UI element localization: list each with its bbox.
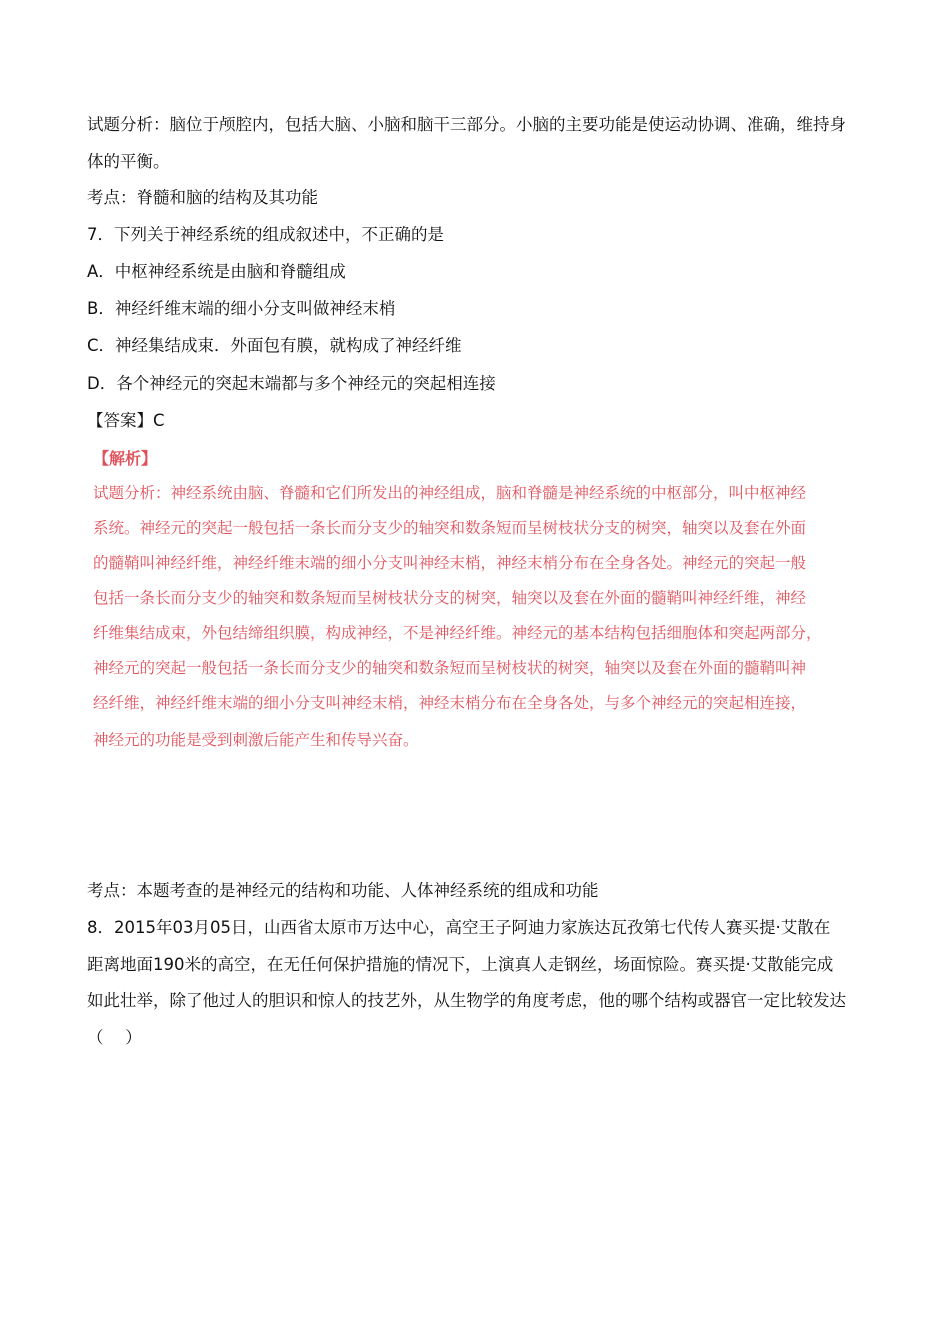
option-a: A．中枢神经系统是由脑和脊髓组成 — [87, 262, 346, 281]
question-8-line-4: （ ） — [87, 1028, 142, 1047]
analysis-line-2: 体的平衡。 — [87, 152, 170, 171]
answer: 【答案】C — [87, 411, 165, 430]
jiexi-line-1: 试题分析：神经系统由脑、脊髓和它们所发出的神经组成，脑和脊髓是神经系统的中枢部分，叫中枢神经 — [93, 484, 807, 502]
jiexi-line-5: 纤维集结成束，外包结缔组织膜，构成神经，不是神经纤维。神经元的基本结构包括细胞体和突起两部分， — [93, 624, 822, 642]
option-d: D．各个神经元的突起末端都与多个神经元的突起相连接 — [87, 374, 496, 393]
jiexi-line-3: 的髓鞘叫神经纤维，神经纤维末端的细小分支叫神经末梢，神经末梢分布在全身各处。神经元的突起一般 — [93, 554, 807, 572]
jiexi-line-6: 神经元的突起一般包括一条长而分支少的轴突和数条短而呈树枝状的树突，轴突以及套在外面的髓鞘叫神 — [93, 659, 807, 677]
jiexi-line-7: 经纤维，神经纤维末端的细小分支叫神经末梢，神经末梢分布在全身各处，与多个神经元的突起相连接， — [93, 694, 807, 712]
kaodian-2: 考点：本题考查的是神经元的结构和功能、人体神经系统的组成和功能 — [87, 881, 599, 900]
question-8-line-2: 距离地面190米的高空，在无任何保护措施的情况下，上演真人走钢丝，场面惊险。赛买提·艾散能完成 — [87, 955, 834, 974]
analysis-line-1: 试题分析：脑位于颅腔内，包括大脑、小脑和脑干三部分。小脑的主要功能是使运动协调、准确，维持身 — [87, 115, 846, 134]
question-7-stem: 7．下列关于神经系统的组成叙述中，不正确的是 — [87, 225, 444, 244]
option-b: B．神经纤维末端的细小分支叫做神经末梢 — [87, 299, 396, 318]
jiexi-line-2: 系统。神经元的突起一般包括一条长而分支少的轴突和数条短而呈树枝状分支的树突，轴突以及套在外面 — [93, 519, 807, 537]
jiexi-line-4: 包括一条长而分支少的轴突和数条短而呈树枝状分支的树突，轴突以及套在外面的髓鞘叫神经纤维，神经 — [93, 589, 807, 607]
option-c: C．神经集结成束．外面包有膜，就构成了神经纤维 — [87, 336, 462, 355]
jiexi-line-8: 神经元的功能是受到刺激后能产生和传导兴奋。 — [93, 731, 419, 749]
question-8-line-1: 8．2015年03月05日，山西省太原市万达中心，高空王子阿迪力家族达瓦孜第七代传人赛买提·艾散在 — [87, 918, 831, 937]
question-8-line-3: 如此壮举，除了他过人的胆识和惊人的技艺外，从生物学的角度考虑，他的哪个结构或器官一定比较发达 — [87, 991, 846, 1010]
jiexi-label: 【解析】 — [93, 449, 158, 468]
kaodian-1: 考点：脊髓和脑的结构及其功能 — [87, 188, 318, 207]
